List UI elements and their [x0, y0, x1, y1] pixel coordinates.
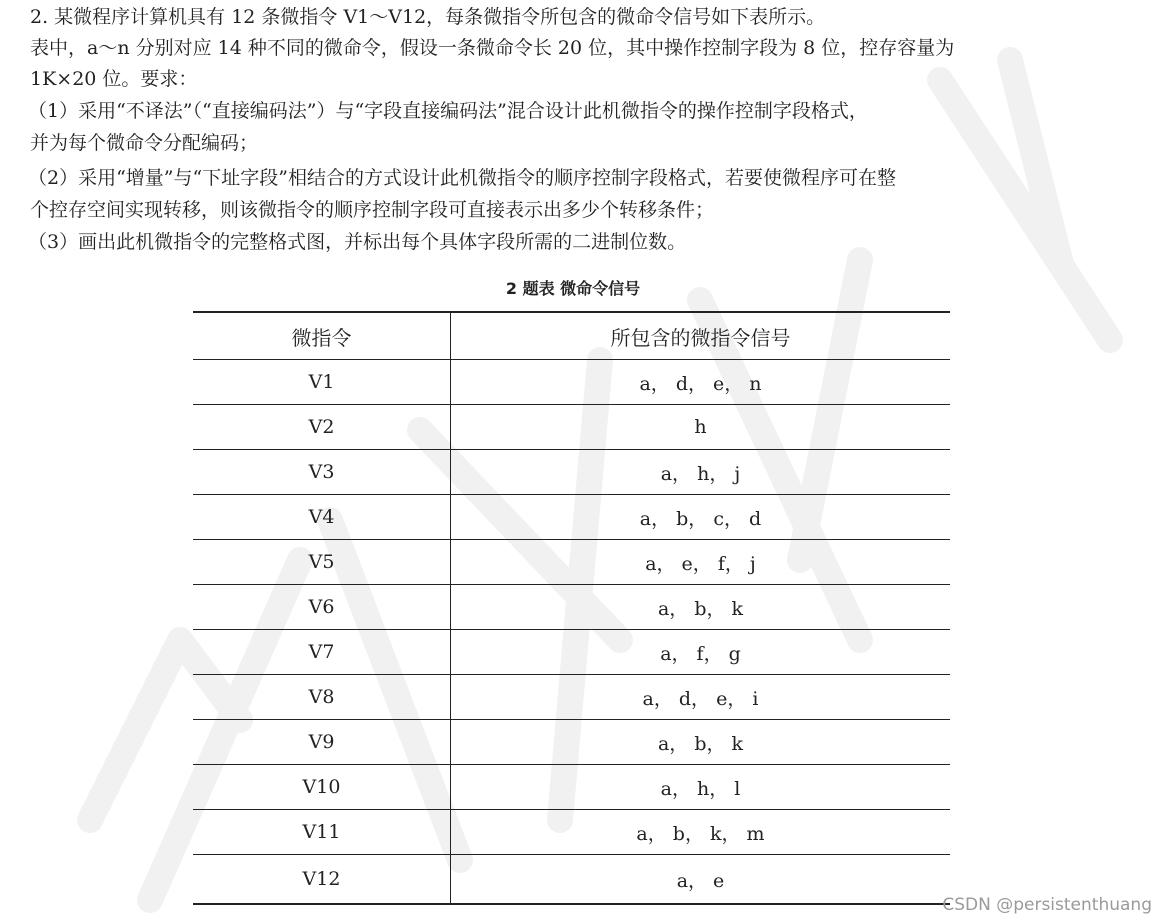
question-line-1: 2. 某微程序计算机具有 12 条微指令 V1～V12，每条微指令所包含的微命令信号如下表所示。 — [30, 6, 826, 28]
table-row — [193, 630, 950, 675]
micro-instruction-cell: V2 — [193, 405, 451, 450]
signals-cell: a， b， k， m — [451, 810, 951, 855]
table-row — [193, 540, 950, 585]
table-caption: 2 题表 微命令信号 — [505, 279, 641, 298]
question-requirement-1: （1）采用“不译法”（“直接编码法”）与“字段直接编码法”混合设计此机微指令的操作控制字段格式， — [28, 100, 868, 122]
table-row — [193, 405, 950, 450]
signals-cell: a， h， l — [451, 765, 951, 810]
table-row — [193, 810, 950, 855]
micro-instruction-cell: V3 — [193, 450, 451, 495]
table-row — [193, 720, 950, 765]
signals-cell: h — [451, 405, 951, 450]
table-header-row — [193, 312, 950, 360]
signals-cell: a， d， e， n — [451, 360, 951, 405]
micro-instruction-cell: V10 — [193, 765, 451, 810]
question-requirement-2: （2）采用“增量”与“下址字段”相结合的方式设计此机微指令的顺序控制字段格式，若要使微程序可在整 — [28, 167, 896, 189]
signals-cell: a， d， e， i — [451, 675, 951, 720]
micro-instruction-cell: V8 — [193, 675, 451, 720]
signals-cell: a， b， k — [451, 720, 951, 765]
csdn-author-watermark: CSDN @persistenthuang — [942, 895, 1152, 915]
header-micro-instruction: 微指令 — [193, 312, 451, 360]
question-requirement-1-cont: 并为每个微命令分配编码； — [30, 132, 259, 154]
signals-cell: a， f， g — [451, 630, 951, 675]
micro-instruction-cell: V4 — [193, 495, 451, 540]
signals-cell: a， b， c， d — [451, 495, 951, 540]
signals-cell: a， e， f， j — [451, 540, 951, 585]
micro-instruction-cell: V12 — [193, 855, 451, 905]
signals-cell: a， e — [451, 855, 951, 905]
table-row — [193, 675, 950, 720]
question-requirement-3: （3）画出此机微指令的完整格式图，并标出每个具体字段所需的二进制位数。 — [28, 231, 687, 253]
micro-instruction-cell: V11 — [193, 810, 451, 855]
table-row — [193, 360, 950, 405]
micro-instruction-cell: V9 — [193, 720, 451, 765]
question-line-3: 1K×20 位。要求： — [30, 68, 198, 90]
header-signals: 所包含的微指令信号 — [451, 312, 951, 360]
table-row — [193, 765, 950, 810]
table-row — [193, 585, 950, 630]
table-row — [193, 855, 950, 905]
signals-cell: a， b， k — [451, 585, 951, 630]
micro-instruction-cell: V6 — [193, 585, 451, 630]
micro-command-table — [193, 311, 950, 905]
table-row — [193, 495, 950, 540]
signals-cell: a， h， j — [451, 450, 951, 495]
micro-instruction-cell: V1 — [193, 360, 451, 405]
question-requirement-2-cont: 个控存空间实现转移，则该微指令的顺序控制字段可直接表示出多少个转移条件； — [30, 199, 715, 221]
micro-instruction-cell: V7 — [193, 630, 451, 675]
question-line-2: 表中，a～n 分别对应 14 种不同的微命令，假设一条微命令长 20 位，其中操作控制字段为 8 位，控存容量为 — [30, 37, 955, 59]
micro-instruction-cell: V5 — [193, 540, 451, 585]
table-row — [193, 450, 950, 495]
